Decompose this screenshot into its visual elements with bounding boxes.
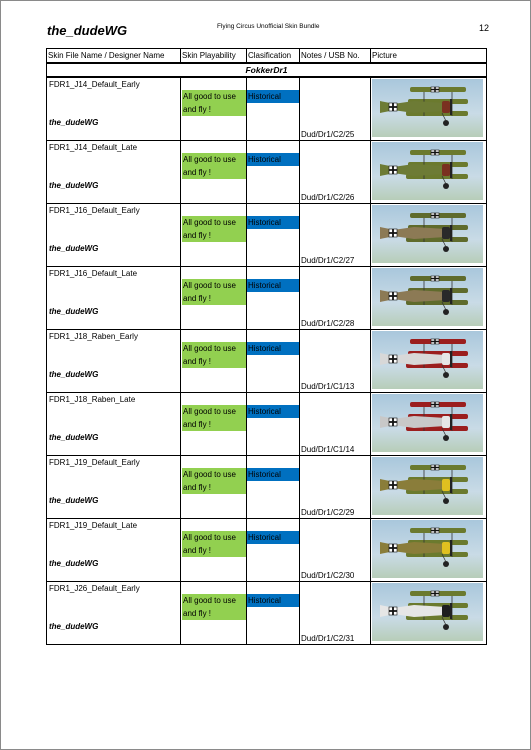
playability-cell — [181, 141, 247, 204]
skin-file-name: FDR1_J18_Raben_Late — [49, 395, 136, 404]
picture-cell — [371, 330, 487, 393]
skin-file-name: FDR1_J19_Default_Early — [49, 458, 140, 467]
usb-number: Dud/Dr1/C1/13 — [301, 382, 355, 391]
designer-name: the_dudeWG — [49, 622, 99, 631]
notes-cell — [300, 456, 371, 519]
notes-cell — [300, 393, 371, 456]
file-cell — [47, 204, 181, 267]
usb-number: Dud/Dr1/C2/31 — [301, 634, 355, 643]
table-row — [47, 330, 487, 393]
table-row — [47, 204, 487, 267]
playability-cell — [181, 267, 247, 330]
classification-cell — [247, 456, 300, 519]
classification-cell — [247, 77, 300, 141]
designer-name: the_dudeWG — [49, 118, 99, 127]
playability-badge: All good to use and fly ! — [182, 405, 246, 431]
playability-badge: All good to use and fly ! — [182, 279, 246, 305]
skin-preview-image — [372, 394, 483, 452]
designer-name: the_dudeWG — [49, 244, 99, 253]
col-header-playability: Skin Playability — [181, 49, 247, 64]
skin-preview-image — [372, 331, 483, 389]
skin-file-name: FDR1_J16_Default_Early — [49, 206, 140, 215]
usb-number: Dud/Dr1/C2/27 — [301, 256, 355, 265]
skin-preview-image — [372, 583, 483, 641]
skin-preview-image — [372, 205, 483, 263]
skin-preview-image — [372, 268, 483, 326]
section-row — [47, 63, 487, 77]
file-cell — [47, 582, 181, 645]
classification-badge: Historical — [247, 90, 299, 103]
classification-badge: Historical — [247, 405, 299, 418]
usb-number: Dud/Dr1/C1/14 — [301, 445, 355, 454]
usb-number: Dud/Dr1/C2/29 — [301, 508, 355, 517]
skin-file-name: FDR1_J14_Default_Early — [49, 80, 140, 89]
table-row — [47, 582, 487, 645]
col-header-picture: Picture — [371, 49, 487, 64]
classification-cell — [247, 519, 300, 582]
picture-cell — [371, 141, 487, 204]
col-header-classification: Clasification — [247, 49, 300, 64]
usb-number: Dud/Dr1/C2/28 — [301, 319, 355, 328]
classification-cell — [247, 267, 300, 330]
designer-name: the_dudeWG — [49, 559, 99, 568]
skin-preview-image — [372, 457, 483, 515]
playability-badge: All good to use and fly ! — [182, 153, 246, 179]
notes-cell — [300, 330, 371, 393]
section-title: FokkerDr1 — [47, 63, 487, 77]
playability-cell — [181, 393, 247, 456]
file-cell — [47, 456, 181, 519]
picture-cell — [371, 77, 487, 141]
file-cell — [47, 77, 181, 141]
page-number: 12 — [479, 23, 490, 33]
col-header-file: Skin File Name / Designer Name — [47, 49, 181, 64]
designer-name: the_dudeWG — [49, 307, 99, 316]
classification-badge: Historical — [247, 531, 299, 544]
file-cell — [47, 393, 181, 456]
table-row — [47, 456, 487, 519]
playability-badge: All good to use and fly ! — [182, 90, 246, 116]
playability-badge: All good to use and fly ! — [182, 531, 246, 557]
designer-name: the_dudeWG — [49, 496, 99, 505]
playability-cell — [181, 77, 247, 141]
classification-cell — [247, 393, 300, 456]
classification-badge: Historical — [247, 279, 299, 292]
designer-name: the_dudeWG — [49, 181, 99, 190]
playability-cell — [181, 204, 247, 267]
classification-cell — [247, 204, 300, 267]
skin-preview-image — [372, 79, 483, 137]
classification-badge: Historical — [247, 153, 299, 166]
designer-name: the_dudeWG — [49, 370, 99, 379]
picture-cell — [371, 204, 487, 267]
table-row — [47, 267, 487, 330]
usb-number: Dud/Dr1/C2/30 — [301, 571, 355, 580]
file-cell — [47, 519, 181, 582]
table-row — [47, 393, 487, 456]
notes-cell — [300, 519, 371, 582]
classification-badge: Historical — [247, 342, 299, 355]
skin-table — [46, 48, 487, 645]
notes-cell — [300, 267, 371, 330]
notes-cell — [300, 582, 371, 645]
skin-file-name: FDR1_J18_Raben_Early — [49, 332, 138, 341]
usb-number: Dud/Dr1/C2/25 — [301, 130, 355, 139]
picture-cell — [371, 267, 487, 330]
column-header-row — [47, 49, 487, 64]
classification-badge: Historical — [247, 216, 299, 229]
bundle-title: Flying Circus Unofficial Skin Bundle — [217, 23, 320, 30]
file-cell — [47, 141, 181, 204]
skin-file-name: FDR1_J26_Default_Early — [49, 584, 140, 593]
skin-file-name: FDR1_J16_Default_Late — [49, 269, 138, 278]
skin-preview-image — [372, 520, 483, 578]
classification-badge: Historical — [247, 468, 299, 481]
classification-badge: Historical — [247, 594, 299, 607]
playability-cell — [181, 456, 247, 519]
table-row — [47, 141, 487, 204]
notes-cell — [300, 204, 371, 267]
col-header-notes: Notes / USB No. — [300, 49, 371, 64]
table-row — [47, 519, 487, 582]
picture-cell — [371, 519, 487, 582]
playability-cell — [181, 519, 247, 582]
designer-header: the_dudeWG — [47, 23, 128, 38]
picture-cell — [371, 456, 487, 519]
designer-name: the_dudeWG — [49, 433, 99, 442]
playability-badge: All good to use and fly ! — [182, 342, 246, 368]
notes-cell — [300, 77, 371, 141]
playability-badge: All good to use and fly ! — [182, 216, 246, 242]
classification-cell — [247, 330, 300, 393]
playability-badge: All good to use and fly ! — [182, 468, 246, 494]
table-row — [47, 77, 487, 141]
classification-cell — [247, 141, 300, 204]
file-cell — [47, 330, 181, 393]
playability-cell — [181, 582, 247, 645]
playability-cell — [181, 330, 247, 393]
playability-badge: All good to use and fly ! — [182, 594, 246, 620]
picture-cell — [371, 582, 487, 645]
file-cell — [47, 267, 181, 330]
picture-cell — [371, 393, 487, 456]
skin-file-name: FDR1_J14_Default_Late — [49, 143, 138, 152]
classification-cell — [247, 582, 300, 645]
usb-number: Dud/Dr1/C2/26 — [301, 193, 355, 202]
skin-file-name: FDR1_J19_Default_Late — [49, 521, 138, 530]
notes-cell — [300, 141, 371, 204]
skin-preview-image — [372, 142, 483, 200]
